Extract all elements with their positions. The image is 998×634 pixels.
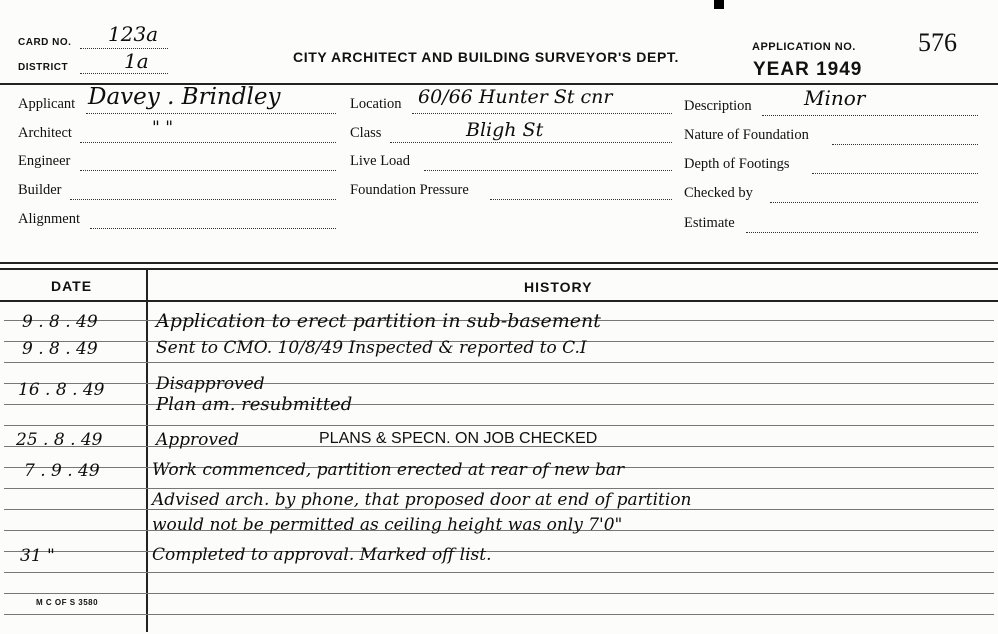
description-value: Minor xyxy=(804,86,866,110)
applicant-dots xyxy=(86,113,336,114)
ruled-line xyxy=(4,362,994,363)
alignment-dots xyxy=(90,228,336,229)
date-column-header: DATE xyxy=(51,278,93,294)
architect-label: Architect xyxy=(18,125,72,141)
history-row-text: Sent to CMO. 10/8/49 Inspected & reported to C.I xyxy=(156,338,587,358)
nature-of-foundation-dots xyxy=(832,144,978,145)
applicant-value: Davey . Brindley xyxy=(88,84,281,110)
location-dots xyxy=(412,113,672,114)
depth-of-footings-label: Depth of Footings xyxy=(684,156,790,172)
ruled-line xyxy=(4,404,994,405)
history-row-text: Advised arch. by phone, that proposed door at end of partition xyxy=(152,490,692,510)
form-code: M C OF S 3580 xyxy=(36,598,99,607)
history-header-rule xyxy=(0,300,998,302)
depth-of-footings-dots xyxy=(812,173,978,174)
history-row-text: Disapproved xyxy=(156,374,265,394)
application-number: 576 xyxy=(918,28,957,57)
application-label: APPLICATION NO. xyxy=(752,41,856,53)
history-row-date: 16 . 8 . 49 xyxy=(18,380,105,400)
class-value: Bligh St xyxy=(466,119,544,141)
checked-by-dots xyxy=(770,202,978,203)
scan-mark xyxy=(714,0,724,9)
history-row-text: would not be permitted as ceiling height was only 7'0" xyxy=(152,515,623,535)
district-dots xyxy=(80,73,168,74)
ruled-line xyxy=(4,614,994,615)
nature-of-foundation-label: Nature of Foundation xyxy=(684,127,809,143)
department-title: CITY ARCHITECT AND BUILDING SURVEYOR'S DEPT. xyxy=(293,49,679,65)
card-no-value: 123a xyxy=(108,22,159,46)
history-row-date: 9 . 8 . 49 xyxy=(22,339,98,359)
card-no-label: CARD NO. xyxy=(18,37,72,48)
ruled-line xyxy=(4,488,994,489)
architect-dots xyxy=(80,142,336,143)
history-row-text: Plan am. resubmitted xyxy=(156,394,353,415)
history-row-date: 25 . 8 . 49 xyxy=(16,430,103,450)
ruled-line xyxy=(4,593,994,594)
history-top-rule xyxy=(0,262,998,264)
history-row-date: 7 . 9 . 49 xyxy=(24,461,100,481)
history-row-date: 31 " xyxy=(20,546,55,566)
description-label: Description xyxy=(684,98,752,114)
ruled-line xyxy=(4,383,994,384)
plans-checked-stamp: PLANS & SPECN. ON JOB CHECKED xyxy=(319,430,598,447)
live-load-dots xyxy=(424,170,672,171)
applicant-label: Applicant xyxy=(18,96,76,112)
history-top-rule-2 xyxy=(0,268,998,270)
engineer-dots xyxy=(80,170,336,171)
foundation-pressure-label: Foundation Pressure xyxy=(350,182,469,198)
class-label: Class xyxy=(350,125,382,141)
foundation-pressure-dots xyxy=(490,199,672,200)
estimate-label: Estimate xyxy=(684,215,735,231)
history-row-text: Work commenced, partition erected at rear of new bar xyxy=(152,460,625,480)
year-label: YEAR 1949 xyxy=(753,59,863,80)
live-load-label: Live Load xyxy=(350,153,410,169)
district-value: 1a xyxy=(124,49,149,73)
history-column-header: HISTORY xyxy=(524,279,593,295)
description-dots xyxy=(762,115,978,116)
history-row-date: 9 . 8 . 49 xyxy=(22,312,98,332)
class-dots xyxy=(390,142,672,143)
location-value: 60/66 Hunter St cnr xyxy=(418,86,613,108)
builder-label: Builder xyxy=(18,182,62,198)
district-label: DISTRICT xyxy=(18,62,69,73)
location-label: Location xyxy=(350,96,402,112)
history-row-text: Completed to approval. Marked off list. xyxy=(152,545,492,565)
builder-dots xyxy=(70,199,336,200)
ruled-line xyxy=(4,425,994,426)
checked-by-label: Checked by xyxy=(684,185,753,201)
architect-value: " " xyxy=(152,118,174,138)
estimate-dots xyxy=(746,232,978,233)
history-row-text: Application to erect partition in sub-basement xyxy=(156,310,601,332)
ruled-line xyxy=(4,572,994,573)
history-row-text: Approved xyxy=(156,430,239,450)
engineer-label: Engineer xyxy=(18,153,71,169)
alignment-label: Alignment xyxy=(18,211,81,227)
date-column-divider xyxy=(146,270,148,632)
